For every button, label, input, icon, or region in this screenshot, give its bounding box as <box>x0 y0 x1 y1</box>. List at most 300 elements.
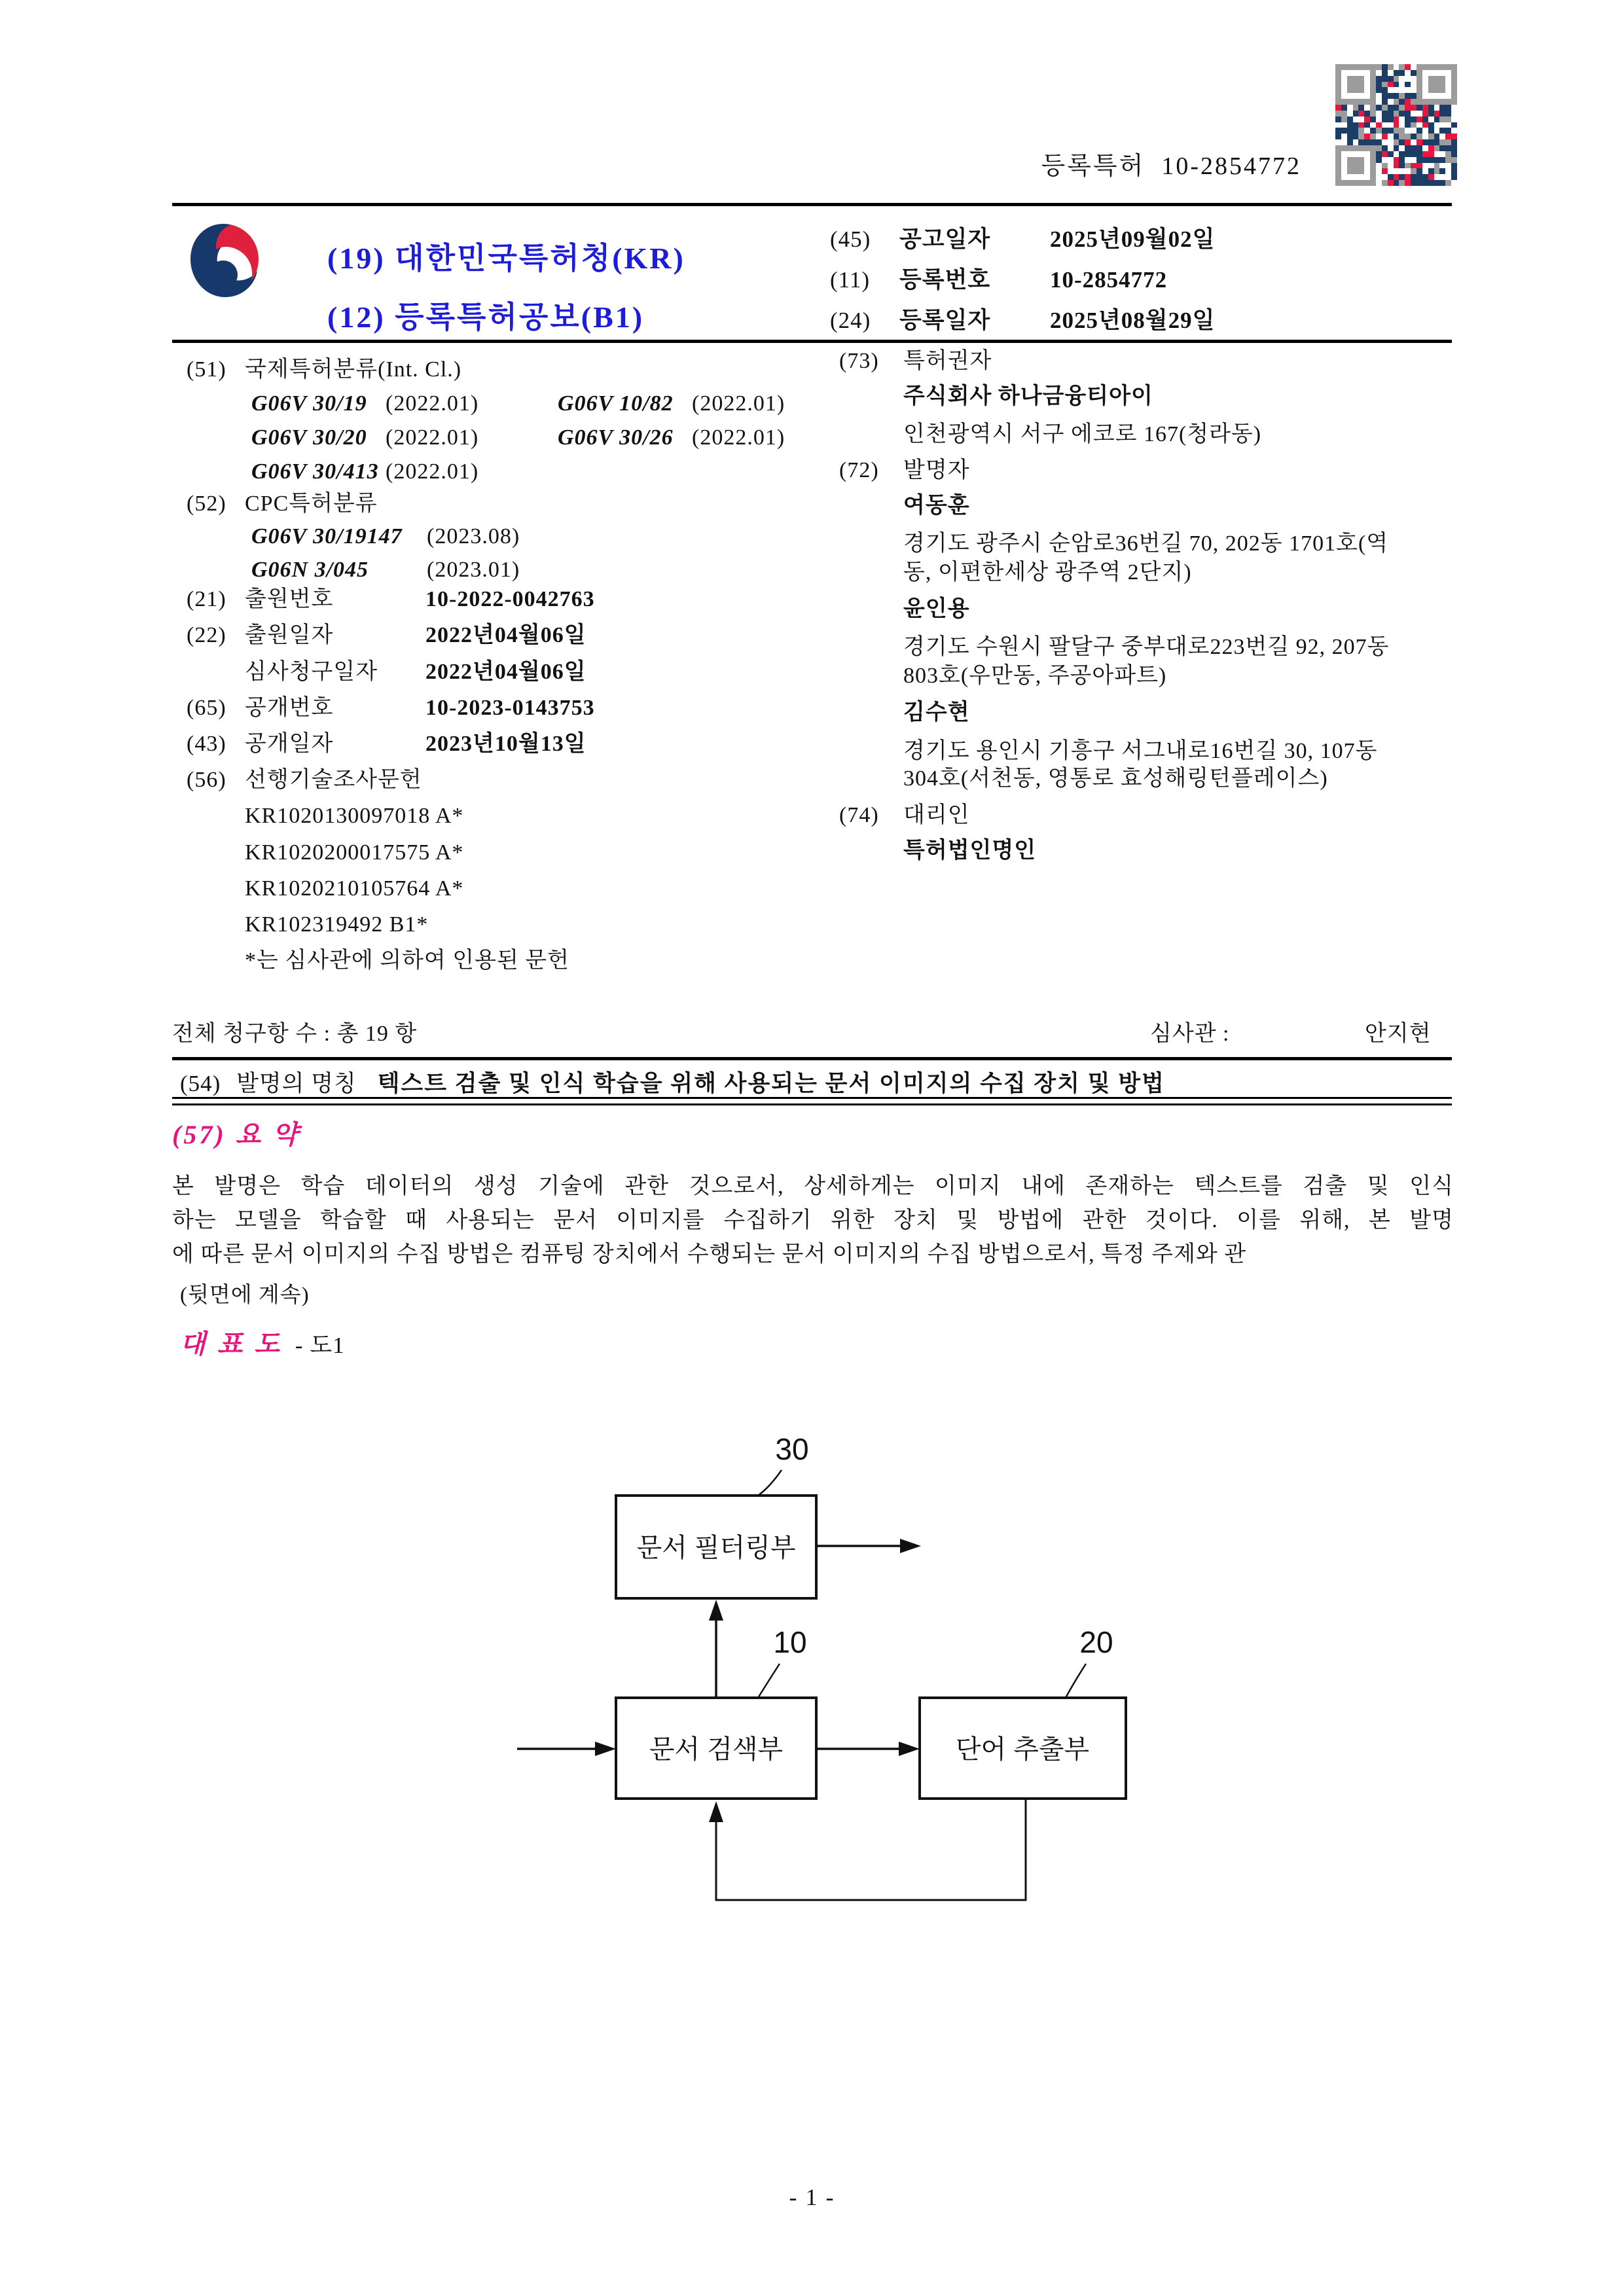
qr-module <box>1388 157 1394 163</box>
qr-module <box>1451 117 1457 122</box>
qr-module <box>1358 151 1364 157</box>
qr-module <box>1445 134 1451 139</box>
qr-module <box>1341 151 1347 157</box>
qr-module <box>1445 168 1451 174</box>
qr-module <box>1445 117 1451 122</box>
qr-module <box>1335 87 1341 93</box>
qr-module <box>1428 117 1434 122</box>
qr-module <box>1445 82 1451 88</box>
ipc-row <box>251 391 785 418</box>
doc-type-label: 등록특허 <box>1041 152 1146 180</box>
qr-module <box>1422 99 1428 105</box>
qr-module <box>1370 163 1376 169</box>
qr-module <box>1428 105 1434 111</box>
qr-module <box>1370 168 1376 174</box>
inventor-name: 김수현 <box>903 700 970 725</box>
qr-module <box>1353 64 1359 70</box>
qr-module <box>1422 82 1428 88</box>
qr-module <box>1422 122 1428 128</box>
row-21 <box>187 586 595 613</box>
qr-module <box>1422 151 1428 157</box>
qr-module <box>1353 99 1359 105</box>
section-56 <box>187 767 422 794</box>
qr-module <box>1416 134 1422 139</box>
qr-module <box>1434 174 1440 180</box>
qr-module <box>1358 157 1364 163</box>
qr-module <box>1434 122 1440 128</box>
ipc-date: (2022.01) <box>386 425 479 450</box>
citation-note: *는 심사관에 의하여 인용된 문헌 <box>245 948 569 973</box>
qr-module <box>1439 145 1445 151</box>
qr-module <box>1358 139 1364 145</box>
qr-module <box>1445 174 1451 180</box>
qr-module <box>1353 139 1359 145</box>
qr-module <box>1376 122 1382 128</box>
qr-module <box>1347 82 1353 88</box>
qr-module <box>1411 64 1416 70</box>
qr-module <box>1370 99 1376 105</box>
qr-module <box>1445 145 1451 151</box>
qr-module <box>1388 99 1394 105</box>
arrowhead-feedback <box>709 1801 723 1822</box>
qr-module <box>1335 174 1341 180</box>
inid-22: (22) <box>187 623 226 647</box>
label-agent: 대리인 <box>903 803 970 827</box>
qr-module <box>1341 87 1347 93</box>
agent-name: 특허법인명인 <box>903 838 1037 863</box>
qr-module <box>1370 134 1376 139</box>
examiner-name: 안지현 <box>1365 1022 1432 1046</box>
qr-module <box>1428 93 1434 99</box>
qr-module <box>1434 93 1440 99</box>
qr-module <box>1434 128 1440 134</box>
qr-module <box>1416 93 1422 99</box>
qr-module <box>1364 157 1370 163</box>
qr-module <box>1445 111 1451 117</box>
qr-module <box>1439 174 1445 180</box>
qr-module <box>1405 99 1411 105</box>
qr-module <box>1416 151 1422 157</box>
qr-module <box>1376 134 1382 139</box>
ipc-date: (2022.01) <box>692 391 785 416</box>
qr-module <box>1422 128 1428 134</box>
qr-module <box>1451 163 1457 169</box>
qr-module <box>1405 180 1411 186</box>
qr-module <box>1335 82 1341 88</box>
label-laid-open-number: 공개번호 <box>245 696 334 720</box>
qr-module <box>1434 117 1440 122</box>
qr-module <box>1341 82 1347 88</box>
qr-module <box>1358 70 1364 76</box>
ipc-code: G06V 30/20 <box>251 425 367 450</box>
qr-module <box>1388 174 1394 180</box>
qr-module <box>1382 145 1388 151</box>
qr-module <box>1347 117 1353 122</box>
qr-module <box>1399 99 1405 105</box>
qr-module <box>1388 82 1394 88</box>
qr-module <box>1353 157 1359 163</box>
qr-module <box>1394 64 1399 70</box>
qr-module <box>1439 134 1445 139</box>
invention-title-row <box>180 1066 1165 1098</box>
qr-module <box>1388 111 1394 117</box>
qr-module <box>1335 128 1341 134</box>
qr-module <box>1394 128 1399 134</box>
qr-module <box>1370 82 1376 88</box>
qr-module <box>1428 64 1434 70</box>
value-application-number: 10-2022-0042763 <box>425 587 595 611</box>
qr-module <box>1405 134 1411 139</box>
qr-module <box>1399 93 1405 99</box>
qr-module <box>1439 99 1445 105</box>
qr-module <box>1382 64 1388 70</box>
qr-module <box>1388 122 1394 128</box>
citation: KR1020200017575 A* <box>245 840 464 865</box>
qr-module <box>1347 93 1353 99</box>
qr-module <box>1445 76 1451 82</box>
qr-module <box>1376 163 1382 169</box>
qr-module <box>1376 117 1382 122</box>
qr-module <box>1411 99 1416 105</box>
qr-module <box>1451 70 1457 76</box>
qr-module <box>1439 70 1445 76</box>
row-24 <box>830 302 1215 335</box>
qr-module <box>1405 93 1411 99</box>
rep-fig-row <box>180 1323 345 1361</box>
inid-74: (74) <box>839 803 879 827</box>
section-73 <box>839 348 992 375</box>
qr-module <box>1445 180 1451 186</box>
qr-module <box>1370 64 1376 70</box>
qr-module <box>1358 87 1364 93</box>
qr-module <box>1370 93 1376 99</box>
qr-module <box>1388 139 1394 145</box>
qr-module <box>1341 157 1347 163</box>
qr-module <box>1347 168 1353 174</box>
value-registration-date: 2025년08월29일 <box>1050 308 1216 333</box>
inid-54: (54) <box>180 1071 221 1096</box>
qr-module <box>1382 122 1388 128</box>
qr-module <box>1451 151 1457 157</box>
qr-module <box>1388 163 1394 169</box>
qr-module <box>1394 168 1399 174</box>
qr-module <box>1445 128 1451 134</box>
ipc-date: (2022.01) <box>692 425 785 450</box>
qr-module <box>1358 64 1364 70</box>
qr-module <box>1364 145 1370 151</box>
leader-20 <box>1066 1664 1086 1698</box>
label-publication-date: 공고일자 <box>899 226 991 252</box>
qr-module <box>1399 70 1405 76</box>
qr-module <box>1434 151 1440 157</box>
qr-module <box>1353 82 1359 88</box>
qr-module <box>1394 174 1399 180</box>
qr-module <box>1376 151 1382 157</box>
patentee-name: 주식회사 하나금융티아이 <box>903 384 1153 408</box>
qr-module <box>1376 64 1382 70</box>
qr-module <box>1376 93 1382 99</box>
qr-module <box>1335 111 1341 117</box>
qr-module <box>1388 134 1394 139</box>
section-51 <box>187 357 461 384</box>
ref-20: 20 <box>1079 1625 1113 1659</box>
qr-module <box>1353 180 1359 186</box>
qr-module <box>1399 64 1405 70</box>
patentee-address: 인천광역시 서구 에코로 167(청라동) <box>903 422 1262 446</box>
qr-module <box>1347 122 1353 128</box>
qr-module <box>1376 105 1382 111</box>
qr-module <box>1376 180 1382 186</box>
qr-module <box>1434 134 1440 139</box>
qr-module <box>1416 105 1422 111</box>
ipc-date: (2022.01) <box>386 391 479 416</box>
inid-51: (51) <box>187 357 226 382</box>
qr-module <box>1347 174 1353 180</box>
qr-module <box>1445 99 1451 105</box>
qr-module <box>1439 139 1445 145</box>
qr-module <box>1439 111 1445 117</box>
qr-module <box>1358 105 1364 111</box>
qr-module <box>1335 99 1341 105</box>
qr-module <box>1428 76 1434 82</box>
qr-module <box>1416 87 1422 93</box>
arrowhead-up <box>709 1600 723 1621</box>
qr-module <box>1394 99 1399 105</box>
qr-module <box>1439 76 1445 82</box>
qr-module <box>1428 128 1434 134</box>
qr-module <box>1411 174 1416 180</box>
qr-module <box>1451 111 1457 117</box>
qr-module <box>1370 111 1376 117</box>
qr-module <box>1399 87 1405 93</box>
qr-module <box>1439 163 1445 169</box>
qr-module <box>1347 105 1353 111</box>
qr-module <box>1364 99 1370 105</box>
qr-module <box>1416 99 1422 105</box>
qr-module <box>1428 174 1434 180</box>
qr-module <box>1405 157 1411 163</box>
qr-module <box>1394 163 1399 169</box>
qr-module <box>1411 70 1416 76</box>
label-exam-request-date: 심사청구일자 <box>245 660 378 684</box>
ref-10: 10 <box>773 1625 807 1659</box>
qr-module <box>1422 111 1428 117</box>
qr-module <box>1422 180 1428 186</box>
box-doc-search-label: 문서 검색부 <box>649 1735 784 1764</box>
inventor-name: 여동훈 <box>903 493 970 518</box>
qr-module <box>1394 139 1399 145</box>
qr-module <box>1411 87 1416 93</box>
cpc-code: G06N 3/045 <box>251 558 369 582</box>
qr-module <box>1353 117 1359 122</box>
abstract-heading: (57) 요 약 <box>172 1120 300 1149</box>
qr-module <box>1370 105 1376 111</box>
inventor-address: 경기도 용인시 기흥구 서그내로16번길 30, 107동 <box>903 739 1378 763</box>
qr-module <box>1335 134 1341 139</box>
qr-module <box>1411 139 1416 145</box>
qr-module <box>1416 163 1422 169</box>
qr-module <box>1370 174 1376 180</box>
row-exam-request <box>187 659 586 686</box>
qr-module <box>1358 82 1364 88</box>
label-application-number: 출원번호 <box>245 587 334 611</box>
qr-module <box>1341 122 1347 128</box>
qr-module <box>1428 151 1434 157</box>
value-laid-open-date: 2023년10월13일 <box>425 732 586 756</box>
qr-module <box>1451 180 1457 186</box>
qr-module <box>1353 76 1359 82</box>
qr-module <box>1341 145 1347 151</box>
qr-module <box>1335 93 1341 99</box>
qr-module <box>1394 87 1399 93</box>
qr-module <box>1335 64 1341 70</box>
qr-module <box>1353 145 1359 151</box>
qr-module <box>1376 139 1382 145</box>
qr-module <box>1341 111 1347 117</box>
qr-module <box>1451 174 1457 180</box>
ipc-row <box>251 425 785 452</box>
qr-module <box>1445 139 1451 145</box>
qr-module <box>1451 134 1457 139</box>
qr-module <box>1341 93 1347 99</box>
qr-module <box>1370 180 1376 186</box>
qr-module <box>1451 105 1457 111</box>
qr-module <box>1382 180 1388 186</box>
qr-module <box>1358 76 1364 82</box>
qr-module <box>1428 157 1434 163</box>
qr-module <box>1364 128 1370 134</box>
qr-module <box>1428 70 1434 76</box>
qr-module <box>1376 111 1382 117</box>
arrowhead-output <box>900 1539 921 1553</box>
qr-module <box>1451 145 1457 151</box>
qr-module <box>1445 157 1451 163</box>
qr-module <box>1416 111 1422 117</box>
qr-module <box>1382 76 1388 82</box>
qr-module <box>1341 174 1347 180</box>
qr-module <box>1376 87 1382 93</box>
qr-module <box>1399 134 1405 139</box>
qr-module <box>1370 122 1376 128</box>
qr-module <box>1388 117 1394 122</box>
qr-module <box>1347 157 1353 163</box>
qr-module <box>1405 139 1411 145</box>
qr-module <box>1439 105 1445 111</box>
qr-module <box>1364 70 1370 76</box>
qr-module <box>1405 117 1411 122</box>
qr-module <box>1445 105 1451 111</box>
ref-30: 30 <box>775 1432 809 1466</box>
section-72 <box>839 457 970 484</box>
qr-module <box>1353 151 1359 157</box>
qr-module <box>1405 82 1411 88</box>
total-claims: 전체 청구항 수 : 총 19 항 <box>172 1022 418 1046</box>
qr-module <box>1422 76 1428 82</box>
qr-module <box>1428 168 1434 174</box>
qr-module <box>1416 157 1422 163</box>
qr-module <box>1411 163 1416 169</box>
qr-module <box>1358 134 1364 139</box>
qr-module <box>1382 174 1388 180</box>
qr-module <box>1364 122 1370 128</box>
qr-module <box>1358 180 1364 186</box>
qr-module <box>1388 76 1394 82</box>
qr-module <box>1376 145 1382 151</box>
inventor-address: 304호(서천동, 영통로 효성해링턴플레이스) <box>903 766 1328 791</box>
qr-module <box>1399 151 1405 157</box>
qr-module <box>1353 122 1359 128</box>
qr-module <box>1353 134 1359 139</box>
title-rule-top <box>172 1057 1452 1060</box>
qr-module <box>1335 151 1341 157</box>
qr-module <box>1422 163 1428 169</box>
qr-module <box>1347 134 1353 139</box>
inventor-address: 동, 이편한세상 광주역 2단지) <box>903 560 1192 584</box>
qr-module <box>1439 122 1445 128</box>
qr-module <box>1428 122 1434 128</box>
qr-module <box>1364 180 1370 186</box>
qr-module <box>1364 139 1370 145</box>
value-laid-open-number: 10-2023-0143753 <box>425 696 595 720</box>
qr-module <box>1428 87 1434 93</box>
qr-module <box>1434 82 1440 88</box>
qr-module <box>1353 105 1359 111</box>
qr-module <box>1411 82 1416 88</box>
label-laid-open-date: 공개일자 <box>245 732 334 756</box>
qr-module <box>1434 105 1440 111</box>
leader-10 <box>758 1664 780 1698</box>
qr-module <box>1399 122 1405 128</box>
arrowhead-mid <box>899 1742 920 1756</box>
qr-module <box>1341 117 1347 122</box>
qr-module <box>1335 168 1341 174</box>
qr-module <box>1411 134 1416 139</box>
qr-module <box>1416 82 1422 88</box>
label-invention-title: 발명의 명칭 <box>236 1071 357 1096</box>
rep-fig-value: - 도1 <box>295 1333 345 1358</box>
qr-module <box>1411 151 1416 157</box>
qr-module <box>1394 122 1399 128</box>
qr-module <box>1439 151 1445 157</box>
qr-module <box>1428 180 1434 186</box>
qr-module <box>1358 122 1364 128</box>
qr-module <box>1382 99 1388 105</box>
qr-module <box>1434 180 1440 186</box>
qr-module <box>1411 76 1416 82</box>
cpc-date: (2023.08) <box>427 524 520 548</box>
qr-module <box>1399 111 1405 117</box>
qr-module <box>1382 111 1388 117</box>
qr-module <box>1399 145 1405 151</box>
qr-module <box>1451 87 1457 93</box>
cpc-row <box>251 524 520 550</box>
label-filing-date: 출원일자 <box>245 623 334 647</box>
qr-module <box>1451 76 1457 82</box>
box-word-extraction-label: 단어 추출부 <box>955 1735 1090 1764</box>
block-diagram <box>458 1407 1178 1944</box>
section-74 <box>839 802 970 829</box>
qr-module <box>1341 134 1347 139</box>
qr-module <box>1434 99 1440 105</box>
rep-fig-label: 대 표 도 <box>180 1329 282 1359</box>
qr-module <box>1434 111 1440 117</box>
figure-1 <box>458 1407 1178 1944</box>
qr-module <box>1353 87 1359 93</box>
inid-24: (24) <box>830 308 871 333</box>
qr-module <box>1364 134 1370 139</box>
qr-module <box>1388 105 1394 111</box>
qr-module <box>1422 168 1428 174</box>
